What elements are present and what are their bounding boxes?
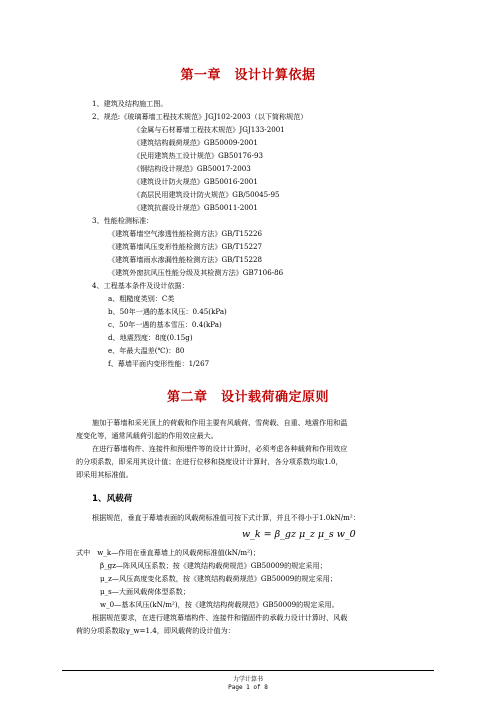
footer-label: 力学计算书 <box>232 676 263 683</box>
where-line-2: μ_z—风压高度变化系数，按《建筑结构载荷规范》GB50009的规定采用； <box>100 574 337 583</box>
where-line-3: μ_s—大面风载荷体型系数； <box>100 587 190 596</box>
where-line-1: β_gz—阵风风压系数；按《建筑结构载荷规范》GB50009的规定采用； <box>100 561 327 570</box>
ch1-item-11: 《建筑幕墙风压变形性能检测方法》GB/T15227 <box>108 242 263 251</box>
ch1-item-16: b、50年一遇的基本风压：0.45(kPa) <box>108 307 227 316</box>
where-line-4: w_0—基本风压(kN/m²)，按《建筑结构荷载规范》GB50009的规定采用。 <box>100 600 339 609</box>
ch1-item-19: e、年最大温差(℃)：80 <box>108 346 185 355</box>
ch1-item-5: 《钢结构设计规范》GB50017-2003 <box>133 164 251 173</box>
footer-rule <box>62 670 434 671</box>
chapter2-title: 第二章 设计载荷确定原则 <box>166 390 329 405</box>
ch1-item-4: 《民用建筑热工设计规范》GB50176-93 <box>133 151 263 160</box>
ch1-item-3: 《建筑结构载荷规范》GB50009-2001 <box>133 138 258 147</box>
ch1-item-15: a、粗糙度类别：C类 <box>108 294 175 303</box>
ch2-intro-4: 即采用其标准值。 <box>76 470 133 479</box>
ch2-intro-3: 的分项系数，即采用其设计值；在进行位移和挠度设计计算时，各分项系数均取1.0， <box>76 457 343 466</box>
section-wind-load-title: 1、风载荷 <box>92 494 133 504</box>
ch1-item-2: 《金属与石材幕墙工程技术规范》JGJ133-2001 <box>133 125 285 134</box>
ch2-intro-0: 施加于幕墙和采光顶上的荷载和作用主要有风载荷、雪荷载、自重、地震作用和温 <box>92 418 348 427</box>
footer-page-number: Page 1 of 8 <box>228 684 268 691</box>
closing-line-1: 荷的分项系数取γ_w=1.4，即风载荷的设计值为： <box>76 626 235 635</box>
chapter1-title: 第一章 设计计算依据 <box>180 68 316 83</box>
ch1-item-0: 1、建筑及结构施工图。 <box>92 99 168 108</box>
closing-line-0: 根据规范要求，在进行建筑幕墙构件、连接件和锚固件的承载力设计计算时，风载 <box>92 613 348 622</box>
ch1-item-13: 《建筑外窗抗风压性能分级及其检测方法》GB7106-86 <box>108 268 284 277</box>
ch1-item-10: 《建筑幕墙空气渗透性能检测方法》GB/T15226 <box>108 229 263 238</box>
ch1-item-17: c、50年一遇的基本雪压：0.4(kPa) <box>108 320 222 329</box>
section-wind-load-text: 根据规范，垂直于幕墙表面的风载荷标准值可按下式计算，并且不得小于1.0kN/m²： <box>92 513 360 522</box>
ch1-item-12: 《建筑幕墙雨水渗漏性能检测方法》GB/T15228 <box>108 255 263 264</box>
ch1-item-7: 《高层民用建筑设计防火规范》GB/50045-95 <box>133 190 280 199</box>
ch1-item-20: f、幕墙平面内变形性能：1/267 <box>108 359 210 368</box>
ch1-item-14: 4、工程基本条件及设计依据： <box>92 281 189 290</box>
wind-load-formula: w_k = β_gz μ_z μ_s w_0 <box>242 529 356 540</box>
ch2-intro-1: 度变化等，通常风载荷引起的作用效应最大。 <box>76 431 218 440</box>
ch1-item-8: 《建筑抗震设计规范》GB50011-2001 <box>133 203 258 212</box>
ch1-item-6: 《建筑设计防火规范》GB50016-2001 <box>133 177 258 186</box>
ch1-item-1: 2、规范:《玻璃幕墙工程技术规范》JGJ102-2003（以下简称规范） <box>92 112 308 121</box>
ch1-item-9: 3、性能检测标准： <box>92 216 154 225</box>
ch1-item-18: d、地震烈度：8度(0.15g) <box>108 333 193 342</box>
where-line-0: 式中 w_k—作用在垂直幕墙上的风载荷标准值(kN/m²)； <box>76 548 260 557</box>
ch2-intro-2: 在进行幕墙构件、连接件和预埋件等的设计计算时，必须考虑各种载荷和作用效应 <box>92 444 348 453</box>
